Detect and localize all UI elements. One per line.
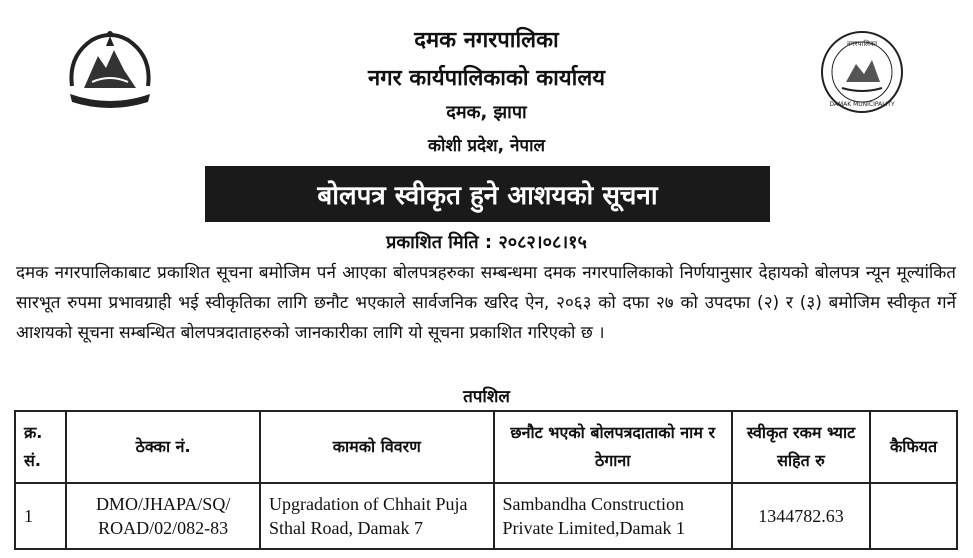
award-table [14, 410, 958, 550]
cell-bidder: Sambandha Construction Private Limited,Damak 1 [494, 483, 732, 549]
cell-remarks [870, 483, 957, 549]
cell-contract-no: DMO/JHAPA/SQ/ ROAD/02/082-83 [66, 483, 260, 549]
col-header-bidder: छनौट भएको बोलपत्रदाताको नाम र ठेगाना [494, 411, 732, 483]
col-header-amount: स्वीकृत रकम भ्याट सहित रु [732, 411, 870, 483]
schedule-title: तपशिल [463, 387, 510, 407]
seal-caption-text: DAMAK MUNICIPALITY [829, 101, 895, 108]
col-header-sn: क्र. सं. [15, 411, 66, 483]
org-name: दमक नगरपालिका [414, 28, 559, 53]
cell-description: Upgradation of Chhait Puja Sthal Road, Damak 7 [260, 483, 493, 549]
seal-top-text: नगरपालिका [846, 40, 878, 48]
col-header-contract-no: ठेक्का नं. [66, 411, 260, 483]
col-header-remarks: कैफियत [870, 411, 957, 483]
col-header-description: कामको विवरण [260, 411, 493, 483]
cell-sn: 1 [15, 483, 66, 549]
published-date: प्रकाशित मिति : २०८२।०८।१५ [386, 232, 587, 253]
office-name: नगर कार्यपालिकाको कार्यालय [368, 66, 605, 91]
notice-title-banner [205, 166, 770, 222]
notice-body: दमक नगरपालिकाबाट प्रकाशित सूचना बमोजिम पर्न आएका बोलपत्रहरुका सम्बन्धमा दमक नगरपालिकाको निर्णयानुसार देहायको बोलपत्र न्यून मूल्यांकित सारभूत रुपमा प्रभावग्राही भई स्वीकृतिका लागि छनौट भएकाले सार्वजनिक खरिद ऐन, २०६३ को दफा २७ को उपदफा (२) र (३) बमोजिम स्वीकृत गर्ने आशयको सूचना सम्बन्धित बोलपत्रदाताहरुको जानकारीका लागि यो सूचना प्रकाशित गरिएको छ । [16, 263, 956, 343]
office-province: कोशी प्रदेश, नेपाल [428, 136, 545, 156]
cell-amount: 1344782.63 [732, 483, 870, 549]
table-row [15, 483, 957, 549]
office-place: दमक, झापा [446, 102, 527, 123]
notice-title: बोलपत्र स्वीकृत हुने आशयको सूचना [317, 181, 658, 211]
table-header-row [15, 411, 957, 483]
